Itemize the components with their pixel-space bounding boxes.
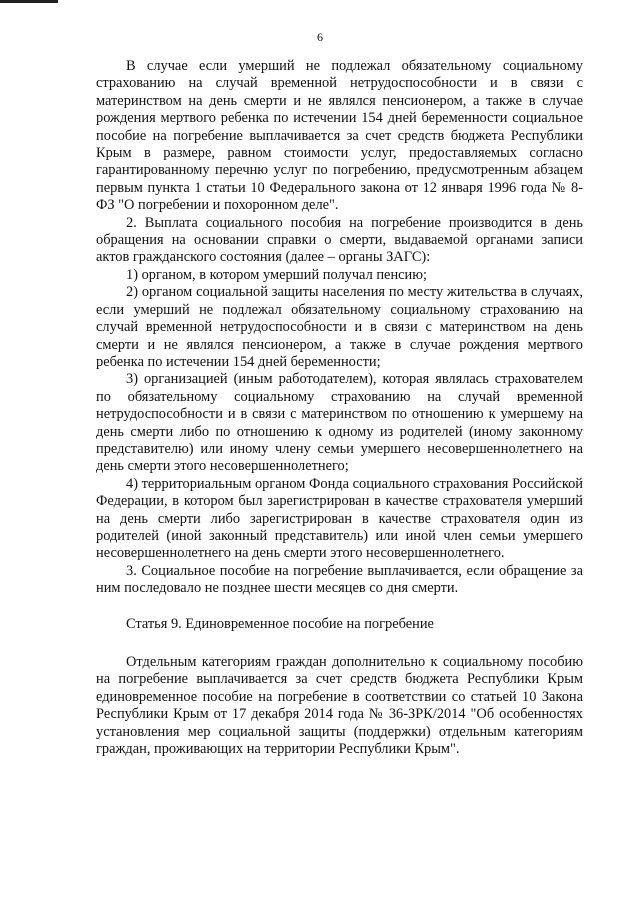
page-number: 6 bbox=[317, 30, 323, 44]
list-item-pension-authority: 1) органом, в котором умерший получал пенсию; bbox=[126, 266, 427, 283]
list-item-social-insurance-fund: 4) территориальным органом Фонда социального страхования Российской Федерации, в котором был зарегистрирован в качестве страхователя умерший на день смерти либо зарегистрирован в качестве страхователя один из родителей (иной законный представитель) или иной член семьи умершего несовершеннолетнего на день смерти этого несовершеннолетнего. bbox=[96, 475, 583, 562]
article-9-heading: Статья 9. Единовременное пособие на погребение bbox=[126, 615, 434, 632]
article-9-text: Отдельным категориям граждан дополнительно к социальному пособию на погребение выплачивается за счет средств бюджета Республики Крым единовременное пособие на погребение в соответствии со статьей 10 Закона Республики Крым от 17 декабря 2014 года № 36-ЗРК/2014 "Об особенностях установления мер социальной защиты (поддержки) отдельным категориям граждан, проживающих на территории Республики Крым". bbox=[96, 654, 583, 758]
paragraph-application-deadline: 3. Социальное пособие на погребение выплачивается, если обращение за ним последовало не позднее шести месяцев со дня смерти. bbox=[96, 562, 583, 597]
paragraph-payment-procedure: 2. Выплата социального пособия на погребение производится в день обращения на основании справки о смерти, выдаваемой органами записи актов гражданского состояния (далее – органы ЗАГС): bbox=[96, 214, 583, 266]
paragraph-burial-benefit-uninsured: В случае если умерший не подлежал обязательному социальному страхованию на случай временной нетрудоспособности и в связи с материнством на день смерти и не являлся пенсионером, а также в случае рождения мертвого ребенка по истечении 154 дней беременности социальное пособие на погребение выплачивается за счет средств бюджета Республики Крым в размере, равном стоимости услуг, предоставляемых согласно гарантированному перечню услуг по погребению, предусмотренным абзацем первым пункта 1 статьи 10 Федерального закона от 12 января 1996 года № 8-ФЗ "О погребении и похоронном деле". bbox=[96, 58, 583, 214]
document-body bbox=[96, 58, 583, 758]
section-spacer bbox=[96, 633, 583, 654]
list-item-employer-organization: 3) организацией (иным работодателем), которая являлась страхователем по обязательному социальному страхованию на случай временной нетрудоспособности и в связи с материнством по отношению к умершему на день смерти либо по отношению к одному из родителей (иному законному представителю) или иному члену семьи умершего несовершеннолетнего на день смерти этого несовершеннолетнего; bbox=[96, 371, 583, 475]
scan-edge-mark bbox=[0, 0, 58, 3]
list-item-social-protection-authority: 2) органом социальной защиты населения по месту жительства в случаях, если умерший не подлежал обязательному социальному страхованию на случай временной нетрудоспособности и в связи с материнством на день смерти и не являлся пенсионером, а также в случае рождения мертвого ребенка по истечении 154 дней беременности; bbox=[96, 284, 583, 370]
